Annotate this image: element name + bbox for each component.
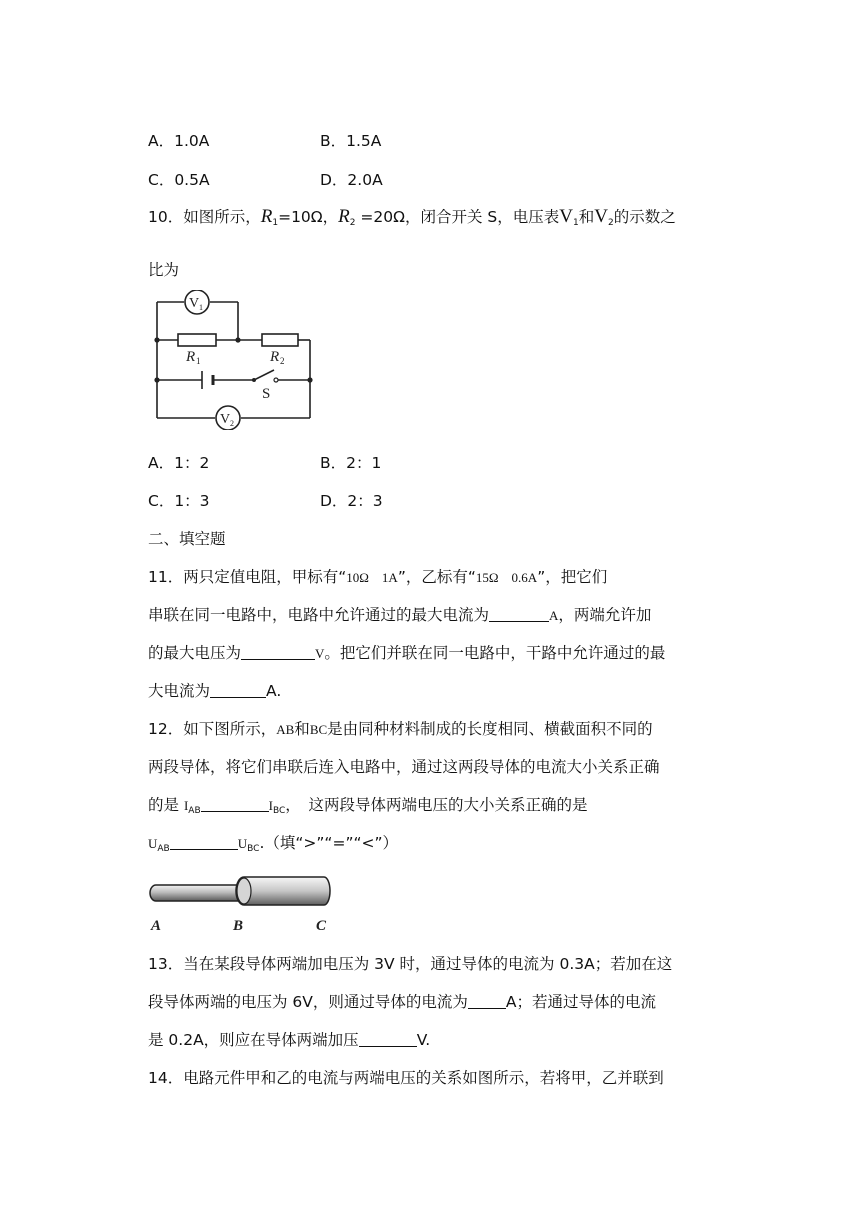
q12-line2: 两段导体，将它们串联后连入电路中，通过这两段导体的电流大小关系正确	[148, 758, 660, 776]
conductor-junction	[237, 878, 251, 904]
q11-line2: 串联在同一电路中，电路中允许通过的最大电流为 A，两端允许加	[148, 606, 652, 624]
r1-resistor	[178, 334, 216, 346]
q12-line4: $U_{AB}$ $U_{BC}$.（填“>”“=”“<”）	[148, 834, 399, 854]
label-c: C	[316, 918, 327, 934]
svg-text:1: 1	[199, 303, 203, 312]
q9-option-d: D．2.0A	[320, 171, 383, 189]
q9-option-a: A．1.0A	[148, 132, 210, 150]
q10-option-a: A．1：2	[148, 454, 210, 472]
v2-symbol: V	[594, 206, 608, 227]
svg-text:1: 1	[196, 356, 201, 366]
q10-option-d: D．2：3	[320, 492, 383, 510]
q13-line1: 13．当在某段导体两端加电压为 3V 时，通过导体的电流为 0.3A；若加在这	[148, 955, 673, 973]
answer-blank[interactable]	[170, 835, 238, 850]
q11-line1: 11．两只定值电阻，甲标有“10Ω 1A”，乙标有“15Ω 0.6A”，把它们	[148, 568, 608, 586]
q10-circuit-diagram	[150, 290, 320, 430]
answer-blank[interactable]	[201, 797, 269, 812]
v1-symbol: V	[559, 206, 573, 227]
q14-line1: 14．电路元件甲和乙的电流与两端电压的关系如图所示，若将甲，乙并联到	[148, 1069, 664, 1087]
answer-blank[interactable]	[468, 994, 506, 1009]
label-b: B	[233, 918, 244, 934]
r2-resistor	[262, 334, 298, 346]
r1-label: R	[186, 349, 196, 365]
switch-pivot	[252, 378, 256, 382]
q11-line4: 大电流为 A.	[148, 682, 282, 700]
r2-symbol: R	[338, 206, 350, 227]
q10-option-b: B．2：1	[320, 454, 382, 472]
svg-text:2: 2	[280, 356, 285, 366]
svg-text:2: 2	[230, 419, 234, 428]
section-title: 二、填空题	[148, 530, 226, 548]
q13-line3: 是 0.2A，则应在导体两端加压 V.	[148, 1031, 431, 1049]
r2-label: R	[270, 349, 280, 365]
answer-blank[interactable]	[359, 1032, 417, 1047]
v2-label: V	[220, 412, 231, 427]
q12-line3: 的是 $I_{AB}$ $I_{BC}$， 这两段导体两端电压的大小关系正确的是	[148, 796, 588, 816]
v1-label: V	[189, 296, 200, 311]
q10-option-c: C．1：3	[148, 492, 210, 510]
q11-line3: 的最大电压为 V。把它们并联在同一电路中，干路中允许通过的最	[148, 644, 666, 662]
q9-option-b: B．1.5A	[320, 132, 382, 150]
switch-contact	[274, 378, 278, 382]
answer-blank[interactable]	[489, 607, 549, 622]
switch-label: S	[262, 386, 271, 402]
thin-conductor-ab	[150, 885, 244, 901]
q9-option-c: C．0.5A	[148, 171, 210, 189]
q12-conductor-figure	[148, 872, 333, 934]
q10-stem-line2: 比为	[148, 261, 180, 279]
r1-symbol: R	[260, 206, 273, 227]
label-a: A	[151, 918, 162, 934]
q10-stem-line1: 10．如图所示，$R_1=10\Omega$，$R_2 =20\Omega$，闭合开关 S，电压表$V_1$和$V_2$的示数之	[148, 206, 676, 228]
q13-line2: 段导体两端的电压为 6V，则通过导体的电流为 A；若通过导体的电流	[148, 993, 657, 1011]
answer-blank[interactable]	[210, 683, 266, 698]
answer-blank[interactable]	[241, 645, 315, 660]
q12-line1: 12．如下图所示，AB和BC是由同种材料制成的长度相同、横截面积不同的	[148, 720, 653, 738]
